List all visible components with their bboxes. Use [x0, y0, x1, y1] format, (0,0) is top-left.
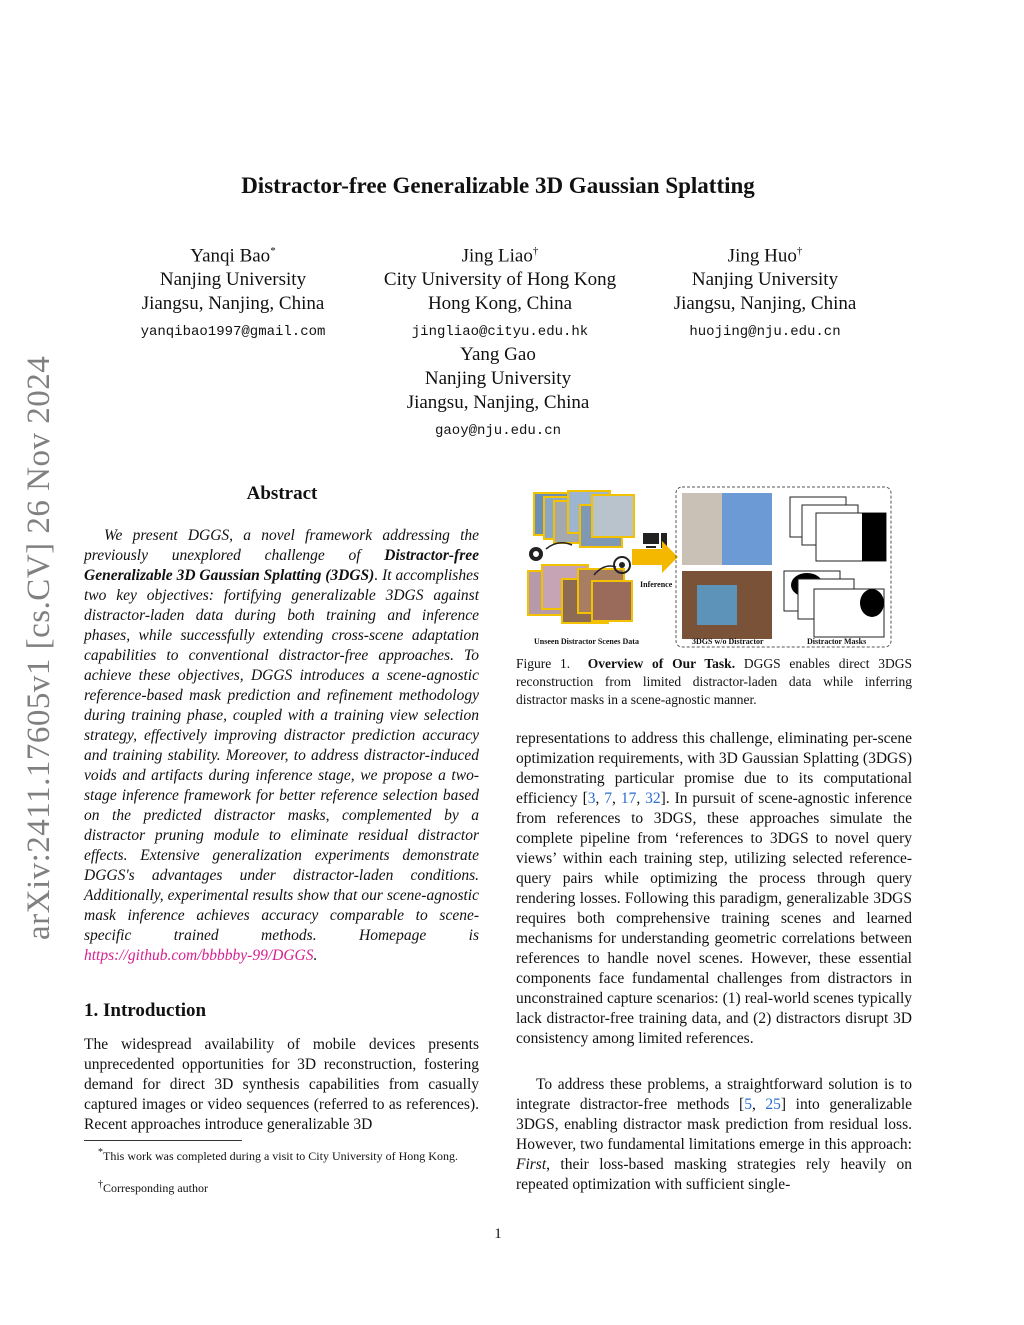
- author-mark: †: [796, 245, 803, 257]
- author-name: Jing Huo: [727, 245, 797, 267]
- caption-bold: Overview of Our Task.: [587, 656, 736, 671]
- mask-region: [860, 589, 884, 617]
- arxiv-stamp: arXiv:2411.17605v1 [cs.CV] 26 Nov 2024: [21, 355, 57, 940]
- author-name: Yanqi Bao: [190, 245, 271, 267]
- homepage-link[interactable]: https://github.com/bbbbby-99/DGGS: [84, 947, 314, 964]
- author-location: Jiangsu, Nanjing, China: [673, 293, 857, 315]
- footnote-mark: †: [98, 1179, 103, 1190]
- abstract-text: .: [313, 947, 318, 964]
- output-render-object: [697, 585, 737, 625]
- figure-1-illustration: [522, 485, 894, 651]
- citation-link[interactable]: 17: [620, 790, 637, 807]
- paragraph-text: To address these problems, a straightforward solution is to integrate distractor-free methods [: [516, 1076, 912, 1113]
- citation-link[interactable]: 7: [604, 790, 613, 807]
- footnote: [84, 1145, 479, 1164]
- author-email[interactable]: huojing@nju.edu.cn: [689, 324, 841, 341]
- citation-link[interactable]: 32: [645, 790, 661, 807]
- author-block: [378, 343, 618, 443]
- abstract-text: . It accomplishes two key objectives: fortifying generalizable 3DGS against distractor-laden data during both training and inference phases, while successfully extending cross-scene adaptation capabilities to conventional distractor-free approaches. To achieve these objectives, DGGS introduces a scene-agnostic reference-based mask prediction and refinement methodology during training phase, coupled with a training view selection strategy, effectively improving distractor prediction accuracy and training stability. Moreover, to address distractor-induced voids and artifacts during inference stage, we propose a two-stage inference framework for better reference selection based on the predicted distractor masks, complemented by a distractor pruning module to eliminate residual distractor effects. Extensive generalization experiments demonstrate DGGS's advantages under distractor-laden conditions. Additionally, experimental results show that our scene-agnostic mask inference achieves accuracy comparable to scene-specific trained methods. Homepage is: [84, 567, 479, 944]
- target-icon-center: [619, 562, 625, 568]
- author-affiliation: Nanjing University: [691, 269, 839, 291]
- author-mark: *: [270, 245, 276, 257]
- capture-arrow: [546, 543, 572, 549]
- footnote-rule: [84, 1140, 242, 1141]
- author-email[interactable]: yanqibao1997@gmail.com: [140, 324, 326, 341]
- input-photo: [592, 581, 632, 621]
- footnote: [84, 1177, 479, 1196]
- paper-title: Distractor-free Generalizable 3D Gaussian Splatting: [241, 173, 755, 198]
- author-affiliation: Nanjing University: [424, 368, 572, 389]
- unseen-data-label: Unseen Distractor Scenes Data: [534, 637, 639, 646]
- author-name: Jing Liao: [461, 245, 533, 267]
- introduction-heading: 1. Introduction: [84, 1000, 207, 1021]
- inference-label: Inference: [640, 580, 673, 589]
- caption-label: Figure 1.: [516, 656, 571, 671]
- citation-link[interactable]: 3: [587, 790, 596, 807]
- author-mark: †: [532, 245, 539, 257]
- masks-label: Distractor Masks: [807, 637, 867, 646]
- citation-link[interactable]: 5: [744, 1096, 752, 1113]
- paragraph-text: ]. In pursuit of scene-agnostic inference from references to 3DGS, these approaches simulate the complete pipeline from ‘references to 3DGS to novel query views’ within each training step, utilizing selected reference-query pairs while optimizing the process through query rendering losses. Following this paradigm, generalizable 3DGS requires both comprehensive training scenes and learned mechanisms for understanding geometric correlations between references to handle novel scenes. However, these essential components face fundamental challenges from distractors in unconstrained capture scenarios: (1) real-world scenes typically lack distractor-free training data, and (2) distractors disrupt 3D consistency among limited references.: [516, 790, 913, 1047]
- paragraph-text: ] into generalizable 3DGS, enabling distractor mask prediction from residual loss. However, two fundamental limitations emerge in this approach:: [516, 1096, 913, 1153]
- right-column-paragraph: To address these problems, a straightforward solution is to integrate distractor-free methods [5, 25] into generalizable 3DGS, enabling distractor mask prediction from residual loss. However, two fundamental limitations emerge in this approach: First, their loss-based masking strategies rely heavily on repeated optimization with sufficient single-: [516, 1076, 913, 1193]
- author-name: Yang Gao: [460, 344, 536, 365]
- author-location: Jiangsu, Nanjing, China: [406, 392, 590, 413]
- footnote-text: Corresponding author: [103, 1181, 208, 1195]
- caption-text: DGGS enables direct 3DGS reconstruction from limited distractor-laden data while inferring distractor masks in a scene-agnostic manner.: [516, 656, 913, 707]
- computer-icon: [643, 533, 659, 544]
- author-location: Jiangsu, Nanjing, China: [141, 293, 325, 315]
- abstract-heading: Abstract: [246, 483, 318, 504]
- author-email[interactable]: jingliao@cityu.edu.hk: [411, 324, 589, 341]
- computer-icon-stand: [646, 546, 656, 548]
- author-block: [645, 239, 885, 344]
- mask-region: [862, 513, 886, 561]
- abstract-text: We present DGGS, a novel framework addressing the previously unexplored challenge of: [84, 527, 479, 564]
- figure-caption: [516, 655, 912, 709]
- author-affiliation: City University of Hong Kong: [383, 269, 617, 291]
- footnote-mark: *: [98, 1147, 103, 1158]
- author-location: Hong Kong, China: [427, 293, 573, 315]
- output-render-sky: [722, 493, 772, 565]
- author-affiliation: Nanjing University: [159, 269, 307, 291]
- paragraph-text: , their loss-based masking strategies rely heavily on repeated optimization with sufficient single-: [516, 1156, 912, 1193]
- camera-icon-lens: [533, 551, 539, 557]
- author-block: [360, 239, 640, 344]
- right-column-paragraph: representations to address this challenge, eliminating per-scene optimization requirements, with 3D Gaussian Splatting (3DGS) demonstrating particular promise due to its computational efficiency [3, 7, 17, 32]. In pursuit of scene-agnostic inference from references to 3DGS, these approaches simulate the complete pipeline from ‘references to 3DGS to novel query views’ within each training step, utilizing selected reference-query pairs while optimizing the process through query rendering losses. Following this paradigm, generalizable 3DGS requires both comprehensive training scenes and learned mechanisms for understanding geometric correlations between references to handle novel scenes. However, these essential components face fundamental challenges from distractors in unconstrained capture scenarios: (1) real-world scenes typically lack distractor-free training data, and (2) distractors disrupt 3D consistency among limited references.: [516, 730, 913, 1047]
- author-block: [113, 239, 353, 344]
- output-label: 3DGS w/o Distractor: [692, 637, 764, 646]
- abstract-bold: Distractor-free Generalizable 3D Gaussian Splatting (3DGS): [84, 547, 479, 584]
- paragraph-emphasis: First: [516, 1156, 547, 1173]
- input-photo: [592, 495, 634, 537]
- paragraph-text: representations to address this challenge, eliminating per-scene optimization requirements, with 3D Gaussian Splatting (3DGS) demonstrating particular promise due to its computational efficiency [: [516, 730, 912, 807]
- figure-1: [522, 485, 894, 651]
- inference-arrow: [632, 541, 678, 573]
- introduction-body: The widespread availability of mobile devices presents unprecedented opportunities for 3D reconstruction, fostering demand for direct 3D synthesis capabilities from casually captured images or video sequences (referred to as references). Recent approaches introduce generalizable 3D: [84, 1036, 479, 1133]
- citation-link[interactable]: 25: [765, 1096, 781, 1113]
- page-number: 1: [494, 1226, 502, 1242]
- footnote-text: This work was completed during a visit to City University of Hong Kong.: [103, 1149, 458, 1163]
- abstract-body: [84, 526, 479, 966]
- author-email[interactable]: gaoy@nju.edu.cn: [434, 423, 562, 439]
